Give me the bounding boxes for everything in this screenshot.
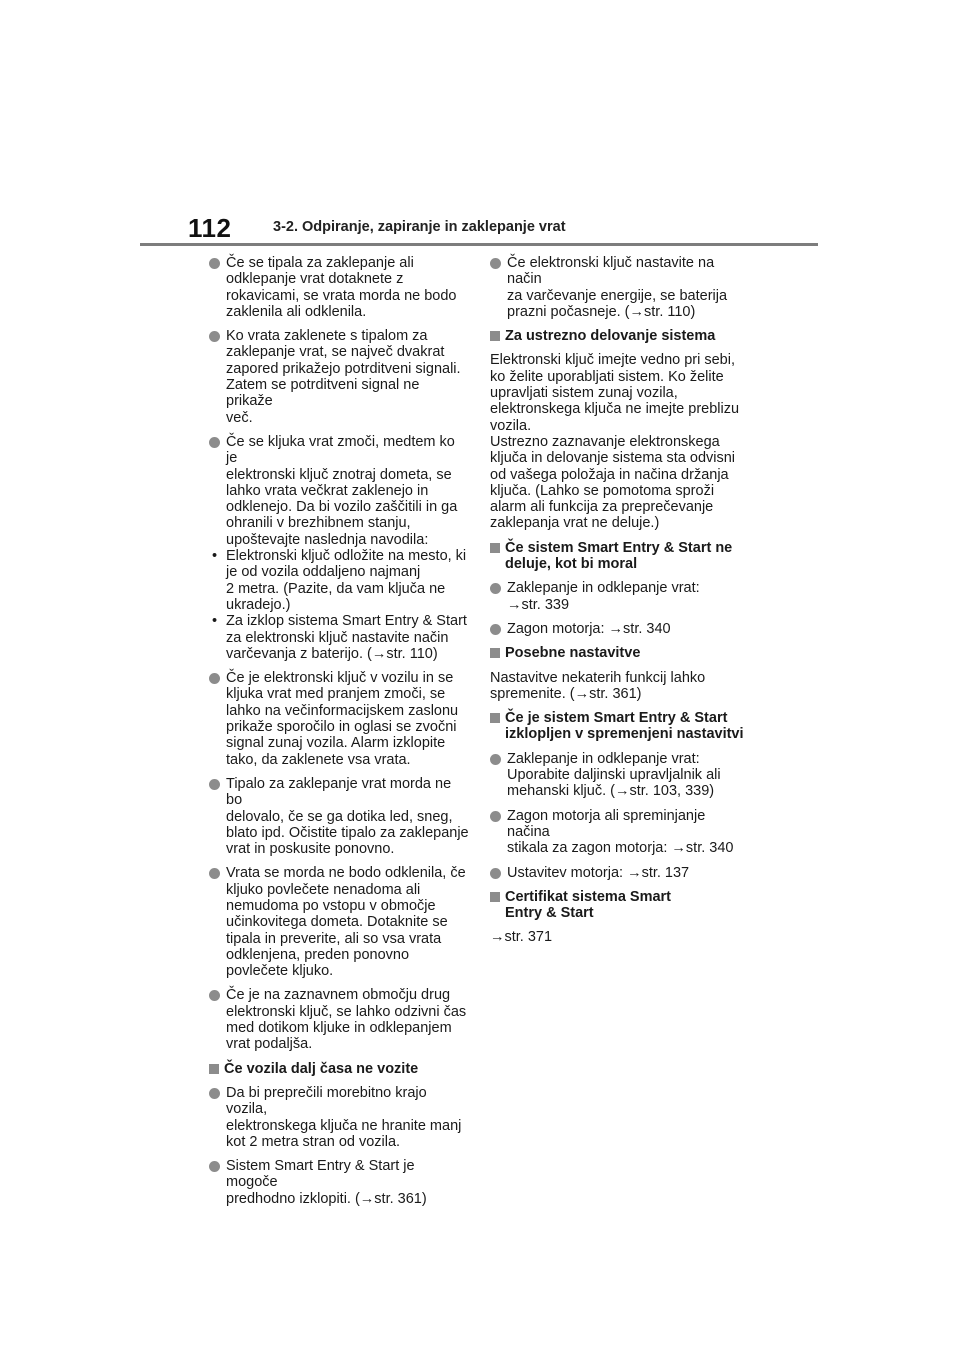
bullet-item: Zagon motorja ali spreminjanje načina stikala za zagon motorja: →str. 340	[490, 808, 750, 857]
bullet-item: Tipalo za zaklepanje vrat morda ne bo delovalo, če se ga dotika led, sneg, blato ipd. Očistite tipalo za zaklepanje vrat in poskusite ponovno.	[209, 776, 469, 857]
bullet-dot-icon	[490, 754, 501, 765]
bullet-dot-icon	[209, 258, 220, 269]
page-number: 112	[188, 213, 232, 243]
section-title: 3-2. Odpiranje, zapiranje in zaklepanje vrat	[273, 219, 566, 235]
sub-list-item: • Za izklop sistema Smart Entry & Start za elektronski ključ nastavite način varčevanja z baterijo. (→str. 110)	[212, 613, 467, 662]
bullet-dot-icon	[209, 868, 220, 879]
square-bullet-icon	[490, 331, 500, 341]
bullet-dot-icon	[209, 1088, 220, 1099]
sub-bullet-icon: •	[212, 613, 218, 630]
section-heading: Če sistem Smart Entry & Start ne deluje, kot bi moral	[490, 540, 750, 573]
left-column	[209, 255, 469, 1215]
bullet-dot-icon	[490, 811, 501, 822]
bullet-item: Če je na zaznavnem območju drug elektronski ključ, se lahko odzivni čas med dotikom kljuke in odklepanjem vrat podaljša.	[209, 987, 469, 1052]
section-heading: Certifikat sistema Smart Entry & Start	[490, 889, 750, 922]
bullet-dot-icon	[490, 868, 501, 879]
section-heading: Če vozila dalj časa ne vozite	[209, 1061, 469, 1077]
bullet-item: Če elektronski ključ nastavite na način za varčevanje energije, se baterija prazni počasneje. (→str. 110)	[490, 255, 750, 320]
bullet-item: Zaklepanje in odklepanje vrat: Uporabite daljinski upravljalnik ali mehanski ključ. (→str. 103, 339)	[490, 751, 750, 800]
bullet-item: Vrata se morda ne bodo odklenila, če kljuko povlečete nenadoma ali nemudoma po vstopu v območje učinkovitega dometa. Dotaknite se tipala in preverite, ali so vsa vrata odklenjena, preden ponovno povlečete kljuko.	[209, 865, 469, 979]
bullet-item: Če je elektronski ključ v vozilu in se kljuka vrat med pranjem zmoči, se lahko na večinformacijskem zaslonu prikaže sporočilo in oglasi se zvočni signal zunaj vozila. Alarm izklopite tako, da zaklenete vsa vrata.	[209, 670, 469, 768]
bullet-dot-icon	[490, 583, 501, 594]
square-bullet-icon	[490, 648, 500, 658]
page-reference: →str. 371	[490, 929, 553, 946]
square-bullet-icon	[490, 892, 500, 902]
bullet-dot-icon	[209, 437, 220, 448]
square-bullet-icon	[490, 713, 500, 723]
bullet-dot-icon	[209, 331, 220, 342]
bullet-item: Ko vrata zaklenete s tipalom za zaklepanje vrat, se največ dvakrat zapored prikažejo potrditveni signali. Zatem se potrditveni signal ne prikaže več.	[209, 328, 469, 426]
bullet-item: Sistem Smart Entry & Start je mogoče predhodno izklopiti. (→str. 361)	[209, 1158, 469, 1207]
section-heading: Za ustrezno delovanje sistema	[490, 328, 750, 344]
square-bullet-icon	[209, 1064, 219, 1074]
sub-list-item: • Elektronski ključ odložite na mesto, ki je od vozila oddaljeno najmanj 2 metra. (Pazite, da vam ključa ne ukradejo.)	[212, 548, 467, 613]
bullet-dot-icon	[209, 779, 220, 790]
right-column	[490, 255, 750, 954]
bullet-dot-icon	[209, 673, 220, 684]
bullet-item: Če se tipala za zaklepanje ali odklepanje vrat dotaknete z rokavicami, se vrata morda ne bodo zaklenila ali odklenila.	[209, 255, 469, 320]
bullet-dot-icon	[490, 624, 501, 635]
header-rule	[140, 243, 818, 246]
section-heading: Če je sistem Smart Entry & Start izklopljen v spremenjeni nastavitvi	[490, 710, 750, 743]
bullet-item: Zagon motorja: →str. 340	[490, 621, 750, 637]
section-heading: Posebne nastavitve	[490, 645, 750, 661]
bullet-item: Zaklepanje in odklepanje vrat: →str. 339	[490, 580, 750, 613]
square-bullet-icon	[490, 543, 500, 553]
paragraph: Elektronski ključ imejte vedno pri sebi, ko želite uporabljati sistem. Ko želite upravljati sistem zunaj vozila, elektronskega ključa ne imejte preblizu vozila. Ustrezno zaznavanje elektronskega ključa in delovanje sistema sta odvisni od vašega položaja in načina držanja ključa. (Lahko se pomotoma sproži alarm ali funkcija za preprečevanje zaklepanja vrat ne deluje.)	[490, 352, 740, 532]
bullet-item: Da bi preprečili morebitno krajo vozila, elektronskega ključa ne hranite manj kot 2 metra stran od vozila.	[209, 1085, 469, 1150]
sub-bullet-icon: •	[212, 548, 218, 565]
paragraph: Nastavitve nekaterih funkcij lahko spremenite. (→str. 361)	[490, 669, 706, 702]
bullet-item: Ustavitev motorja: →str. 137	[490, 865, 750, 881]
bullet-item: Če se kljuka vrat zmoči, medtem ko je elektronski ključ znotraj dometa, se lahko vrata večkrat zaklenejo in odklenejo. Da bi vozilo zaščitili in ga ohranili v brezhibnem stanju, upoštevajte naslednja navodila: • Elektronski ključ odložite na mesto, ki je od vozila oddaljeno najmanj 2 metra. (Pazite, da vam ključa ne ukradejo.) • Za izklop sistema Smart Entry & Start za elektronski ključ nastavite način varčevanja z baterijo. (→str. 110)	[209, 434, 469, 662]
bullet-dot-icon	[490, 258, 501, 269]
bullet-dot-icon	[209, 990, 220, 1001]
bullet-dot-icon	[209, 1161, 220, 1172]
